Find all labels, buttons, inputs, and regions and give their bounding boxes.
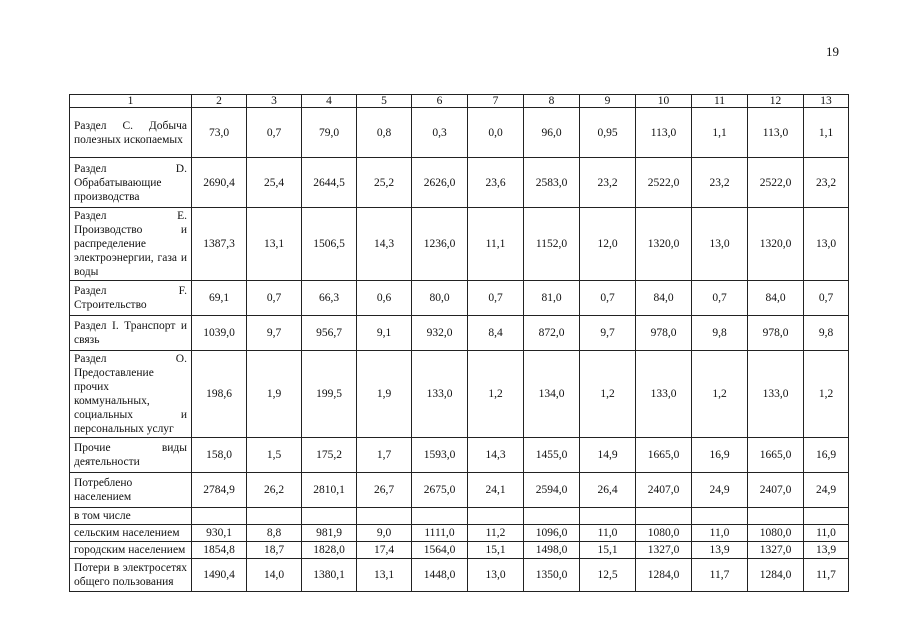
electricity-consumption-table: [69, 94, 849, 592]
table-cell: 872,0: [524, 316, 580, 351]
table-row: [70, 208, 849, 281]
table-cell: 1327,0: [748, 542, 804, 559]
row-label: Раздел С. Добыча полезных ископаемых: [70, 108, 192, 158]
table-cell: 1284,0: [636, 559, 692, 592]
table-cell: [412, 508, 468, 525]
table-cell: 1,9: [357, 351, 412, 438]
table-row: [70, 525, 849, 542]
table-cell: 2690,4: [192, 158, 247, 208]
column-header: 8: [524, 95, 580, 108]
table-cell: 198,6: [192, 351, 247, 438]
row-label: Раздел О. Предоставление прочих коммунальных, социальных и персональных услуг: [70, 351, 192, 438]
table-cell: 2594,0: [524, 473, 580, 508]
row-label: Потреблено населением: [70, 473, 192, 508]
column-header: 13: [804, 95, 849, 108]
table-cell: 1,2: [468, 351, 524, 438]
table-row: [70, 351, 849, 438]
table-cell: 199,5: [302, 351, 357, 438]
table-cell: 12,0: [580, 208, 636, 281]
table-cell: 13,0: [804, 208, 849, 281]
table-row: [70, 542, 849, 559]
table-cell: 26,4: [580, 473, 636, 508]
table-cell: 13,1: [357, 559, 412, 592]
table-cell: 13,0: [692, 208, 748, 281]
table-cell: 18,7: [247, 542, 302, 559]
table-cell: 11,2: [468, 525, 524, 542]
table-cell: 2675,0: [412, 473, 468, 508]
table-cell: 16,9: [804, 438, 849, 473]
table-cell: 1350,0: [524, 559, 580, 592]
table-cell: 1,2: [692, 351, 748, 438]
table-cell: 1665,0: [748, 438, 804, 473]
table-cell: 0,7: [468, 281, 524, 316]
table-cell: 175,2: [302, 438, 357, 473]
table-cell: 2626,0: [412, 158, 468, 208]
table-cell: [748, 508, 804, 525]
table-cell: 25,2: [357, 158, 412, 208]
row-label: Потери в электросетях общего пользования: [70, 559, 192, 592]
table-cell: 17,4: [357, 542, 412, 559]
table-cell: 1152,0: [524, 208, 580, 281]
table-cell: 1039,0: [192, 316, 247, 351]
table-cell: 1506,5: [302, 208, 357, 281]
table-cell: [804, 508, 849, 525]
table-cell: 96,0: [524, 108, 580, 158]
row-label: Раздел Е. Производство и распределение электроэнергии, газа и воды: [70, 208, 192, 281]
table-cell: 0,7: [247, 108, 302, 158]
table-cell: 11,0: [692, 525, 748, 542]
row-label: Раздел I. Транспорт и связь: [70, 316, 192, 351]
table-cell: 1,2: [804, 351, 849, 438]
table-cell: 23,6: [468, 158, 524, 208]
table-cell: 8,8: [247, 525, 302, 542]
table-cell: 2522,0: [748, 158, 804, 208]
table-cell: 13,9: [692, 542, 748, 559]
table-cell: 2522,0: [636, 158, 692, 208]
table-cell: 1080,0: [636, 525, 692, 542]
column-header: 7: [468, 95, 524, 108]
table-cell: 113,0: [636, 108, 692, 158]
table-row: [70, 108, 849, 158]
table-cell: 84,0: [748, 281, 804, 316]
table-cell: 1665,0: [636, 438, 692, 473]
row-label: Прочие виды деятельности: [70, 438, 192, 473]
table-cell: 23,2: [804, 158, 849, 208]
table-cell: 1080,0: [748, 525, 804, 542]
page-number: 19: [826, 44, 839, 59]
table-cell: 9,8: [692, 316, 748, 351]
table-cell: [468, 508, 524, 525]
table-cell: 133,0: [636, 351, 692, 438]
table-cell: 134,0: [524, 351, 580, 438]
table-cell: 13,9: [804, 542, 849, 559]
table-cell: 133,0: [412, 351, 468, 438]
row-label: сельским населением: [70, 525, 192, 542]
table-cell: 13,0: [468, 559, 524, 592]
table-cell: 1854,8: [192, 542, 247, 559]
table-cell: 0,6: [357, 281, 412, 316]
column-header: 4: [302, 95, 357, 108]
table-cell: 133,0: [748, 351, 804, 438]
column-header: 11: [692, 95, 748, 108]
column-header: 2: [192, 95, 247, 108]
table-cell: 2407,0: [636, 473, 692, 508]
table-cell: 24,1: [468, 473, 524, 508]
table-cell: 1,5: [247, 438, 302, 473]
table-cell: 2810,1: [302, 473, 357, 508]
header-row: [70, 95, 849, 108]
table-cell: 2583,0: [524, 158, 580, 208]
table-cell: [192, 508, 247, 525]
table-cell: 1498,0: [524, 542, 580, 559]
table-cell: 11,0: [580, 525, 636, 542]
table-cell: 1564,0: [412, 542, 468, 559]
table-cell: 1828,0: [302, 542, 357, 559]
table-cell: 11,7: [804, 559, 849, 592]
table-cell: 1236,0: [412, 208, 468, 281]
table-cell: [247, 508, 302, 525]
table-cell: 11,0: [804, 525, 849, 542]
column-header: 1: [70, 95, 192, 108]
table-cell: 1593,0: [412, 438, 468, 473]
column-header: 5: [357, 95, 412, 108]
table-cell: 80,0: [412, 281, 468, 316]
row-label: в том числе: [70, 508, 192, 525]
table-cell: 79,0: [302, 108, 357, 158]
table-cell: 1,1: [804, 108, 849, 158]
table-cell: 0,7: [247, 281, 302, 316]
table-cell: 1380,1: [302, 559, 357, 592]
table-cell: 1320,0: [748, 208, 804, 281]
table-cell: 24,9: [692, 473, 748, 508]
row-label: Раздел D. Обрабатывающие производства: [70, 158, 192, 208]
table-cell: 16,9: [692, 438, 748, 473]
table-cell: [636, 508, 692, 525]
table-cell: 978,0: [636, 316, 692, 351]
table-cell: 13,1: [247, 208, 302, 281]
table-cell: 1455,0: [524, 438, 580, 473]
column-header: 10: [636, 95, 692, 108]
table-cell: 1111,0: [412, 525, 468, 542]
table-cell: 8,4: [468, 316, 524, 351]
table-cell: 23,2: [692, 158, 748, 208]
table-cell: 1,7: [357, 438, 412, 473]
table-cell: 2644,5: [302, 158, 357, 208]
table-cell: 24,9: [804, 473, 849, 508]
table-cell: 84,0: [636, 281, 692, 316]
table-cell: 1,9: [247, 351, 302, 438]
table-cell: 1320,0: [636, 208, 692, 281]
table-row: [70, 158, 849, 208]
table-cell: 15,1: [468, 542, 524, 559]
table-row: [70, 559, 849, 592]
table-cell: 1387,3: [192, 208, 247, 281]
table-cell: [302, 508, 357, 525]
table-cell: 2784,9: [192, 473, 247, 508]
table-cell: 14,9: [580, 438, 636, 473]
column-header: 12: [748, 95, 804, 108]
table-cell: 113,0: [748, 108, 804, 158]
table-cell: 66,3: [302, 281, 357, 316]
table-cell: 69,1: [192, 281, 247, 316]
column-header: 6: [412, 95, 468, 108]
table-cell: 2407,0: [748, 473, 804, 508]
table-cell: 9,7: [580, 316, 636, 351]
table-cell: 1490,4: [192, 559, 247, 592]
table-cell: 1327,0: [636, 542, 692, 559]
table-cell: 25,4: [247, 158, 302, 208]
table-cell: 11,1: [468, 208, 524, 281]
table-cell: 0,7: [580, 281, 636, 316]
table-cell: 1096,0: [524, 525, 580, 542]
table-cell: 956,7: [302, 316, 357, 351]
table-cell: 26,2: [247, 473, 302, 508]
table-cell: [357, 508, 412, 525]
row-label: Раздел F. Строительство: [70, 281, 192, 316]
table-cell: 81,0: [524, 281, 580, 316]
table-cell: 1,1: [692, 108, 748, 158]
table-cell: 9,8: [804, 316, 849, 351]
table-cell: [692, 508, 748, 525]
table-cell: [580, 508, 636, 525]
table-cell: 73,0: [192, 108, 247, 158]
table-cell: 9,0: [357, 525, 412, 542]
table-cell: 14,3: [468, 438, 524, 473]
table-cell: 12,5: [580, 559, 636, 592]
table-cell: 1448,0: [412, 559, 468, 592]
table-row: [70, 473, 849, 508]
table-row: [70, 508, 849, 525]
table-cell: 0,0: [468, 108, 524, 158]
table-row: [70, 438, 849, 473]
table-cell: 14,3: [357, 208, 412, 281]
table-cell: 932,0: [412, 316, 468, 351]
table-row: [70, 316, 849, 351]
table-cell: [524, 508, 580, 525]
table-cell: 978,0: [748, 316, 804, 351]
table-cell: 0,8: [357, 108, 412, 158]
table-cell: 0,95: [580, 108, 636, 158]
table-cell: 11,7: [692, 559, 748, 592]
table-cell: 981,9: [302, 525, 357, 542]
table-cell: 23,2: [580, 158, 636, 208]
table-cell: 158,0: [192, 438, 247, 473]
table-cell: 9,1: [357, 316, 412, 351]
table-cell: 26,7: [357, 473, 412, 508]
table-cell: 0,7: [804, 281, 849, 316]
table-cell: 15,1: [580, 542, 636, 559]
table-cell: 0,7: [692, 281, 748, 316]
table-cell: 0,3: [412, 108, 468, 158]
table-cell: 9,7: [247, 316, 302, 351]
table-row: [70, 281, 849, 316]
row-label: городским населением: [70, 542, 192, 559]
column-header: 3: [247, 95, 302, 108]
table-cell: 1284,0: [748, 559, 804, 592]
column-header: 9: [580, 95, 636, 108]
table-cell: 14,0: [247, 559, 302, 592]
table-cell: 930,1: [192, 525, 247, 542]
table-cell: 1,2: [580, 351, 636, 438]
